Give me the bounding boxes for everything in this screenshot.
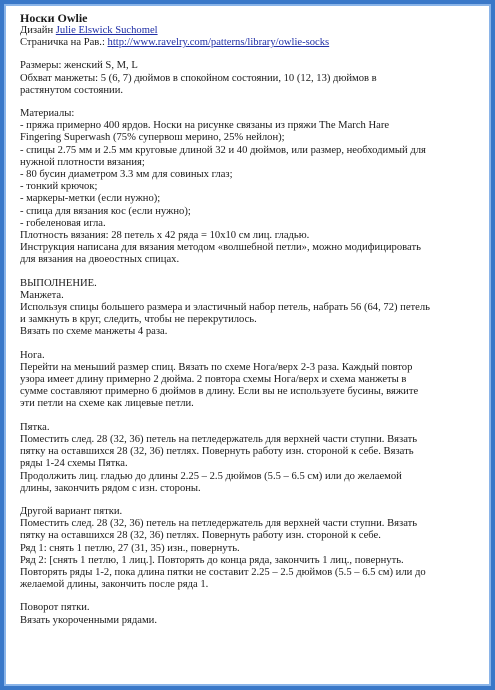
cuff-circumference-line-2: растянутом состоянии. <box>20 84 124 96</box>
heel-alt-step: Повторять ряды 1-2, пока длина пятки не составит 2.25 – 2.5 дюймов (5.5 – 6.5 см) или до <box>20 566 426 578</box>
materials-item: - гобеленовая игла. <box>20 217 106 229</box>
materials-item: - пряжа примерно 400 ярдов. Носки на рисунке связаны из пряжи The March Hare <box>20 120 390 132</box>
heel-turn-step: Вязать укороченными рядами. <box>20 614 157 626</box>
cuff-step: Вязать по схеме манжеты 4 раза. <box>20 326 168 338</box>
materials-item: - спица для вязания кос (если нужно); <box>20 205 191 217</box>
materials-heading: Материалы: <box>20 108 75 120</box>
materials-item: Fingering Superwash (75% супервош мерино, 25% нейлон); <box>20 132 285 144</box>
heel-alt-step: желаемой длины, закончить после ряда 1. <box>20 579 209 591</box>
materials-item: - маркеры-метки (если нужно); <box>20 193 161 205</box>
cuff-circumference-line: Обхват манжеты: 5 (6, 7) дюймов в спокойном состоянии, 10 (12, 13) дюймов в <box>20 72 377 84</box>
designer-line <box>20 25 482 37</box>
document-body <box>20 11 482 627</box>
instructions-note-2: для вязания на двоеостных спицах. <box>20 254 180 266</box>
heel-alt-heading: Другой вариант пятки. <box>20 505 123 517</box>
ravelry-line <box>20 37 482 49</box>
heel-step: Продолжить лиц. гладью до длины 2.25 – 2.5 дюймов (5.5 – 6.5 см) или до желаемой <box>20 470 402 482</box>
cuff-heading: Манжета. <box>20 289 64 301</box>
ravelry-prefix: Страничка на Рав.: <box>20 37 108 49</box>
materials-item: нужной плотности вязания; <box>20 156 145 168</box>
designer-link[interactable]: Julie Elswick Suchomel <box>55 25 158 36</box>
materials-item: - 80 бусин диаметром 3.3 мм для совиных глаз; <box>20 169 233 181</box>
heel-step: пятку на оставшихся 28 (32, 36) петлях. Повернуть работу изн. стороной к себе. Вязать <box>20 446 414 458</box>
cuff-step: Используя спицы большего размера и эластичный набор петель, набрать 56 (64, 72) петель <box>20 302 430 314</box>
cuff-step: и замкнуть в круг, следить, чтобы не перекрутилось. <box>20 314 257 326</box>
page-title: Носки Owlie <box>20 11 88 25</box>
heel-alt-step: Ряд 1: снять 1 петлю, 27 (31, 35) изн., повернуть. <box>20 542 240 554</box>
leg-step: узора имеет длину примерно 2 дюйма. 2 повтора схемы Нога/верх и схема манжеты в <box>20 374 407 386</box>
gauge-line: Плотность вязания: 28 петель х 42 ряда = 10х10 см лиц. гладью. <box>20 230 310 242</box>
heel-step: Поместить след. 28 (32, 36) петель на петледержатель для верхней части ступни. Вязать <box>20 433 418 445</box>
heel-alt-step: Поместить след. 28 (32, 36) петель на петледержатель для верхней части ступни. Вязать <box>20 518 418 530</box>
designer-prefix: Дизайн <box>20 25 56 36</box>
ravelry-link[interactable]: http://www.ravelry.com/patterns/library/owlie-socks <box>107 37 330 49</box>
leg-heading: Нога. <box>20 349 45 361</box>
leg-step: эти петли на схеме как лицевые петли. <box>20 398 194 410</box>
heel-turn-heading: Поворот пятки. <box>20 602 90 614</box>
heel-heading: Пятка. <box>20 421 50 433</box>
heel-step: длины, закончить рядом с изн. стороны. <box>20 482 201 494</box>
leg-step: Перейти на меньший размер спиц. Вязать по схеме Нога/верх 2-3 раза. Каждый повтор <box>20 361 413 373</box>
execution-heading: ВЫПОЛНЕНИЕ. <box>20 277 97 289</box>
materials-item: - тонкий крючок; <box>20 181 98 193</box>
heel-alt-step: Ряд 2: [снять 1 петлю, 1 лиц.]. Повторять до конца ряда, закончить 1 лиц., повернуть. <box>20 554 404 566</box>
materials-item: - спицы 2.75 мм и 2.5 мм круговые длиной 32 и 40 дюймов, или размер, необходимый для <box>20 144 426 156</box>
sizes-line: Размеры: женский S, M, L <box>20 60 138 72</box>
heel-step: ряды 1-24 схемы Пятка. <box>20 458 128 470</box>
leg-step: сумме составляют примерно 6 дюймов в длину. Если вы не используете бусины, вяжите <box>20 386 419 398</box>
heel-alt-step: пятку на оставшихся 28 (32, 36) петлях. Повернуть работу изн. стороной к себе. <box>20 530 381 542</box>
instructions-note: Инструкция написана для вязания методом «волшебной петли», можно модифицировать <box>20 242 421 254</box>
